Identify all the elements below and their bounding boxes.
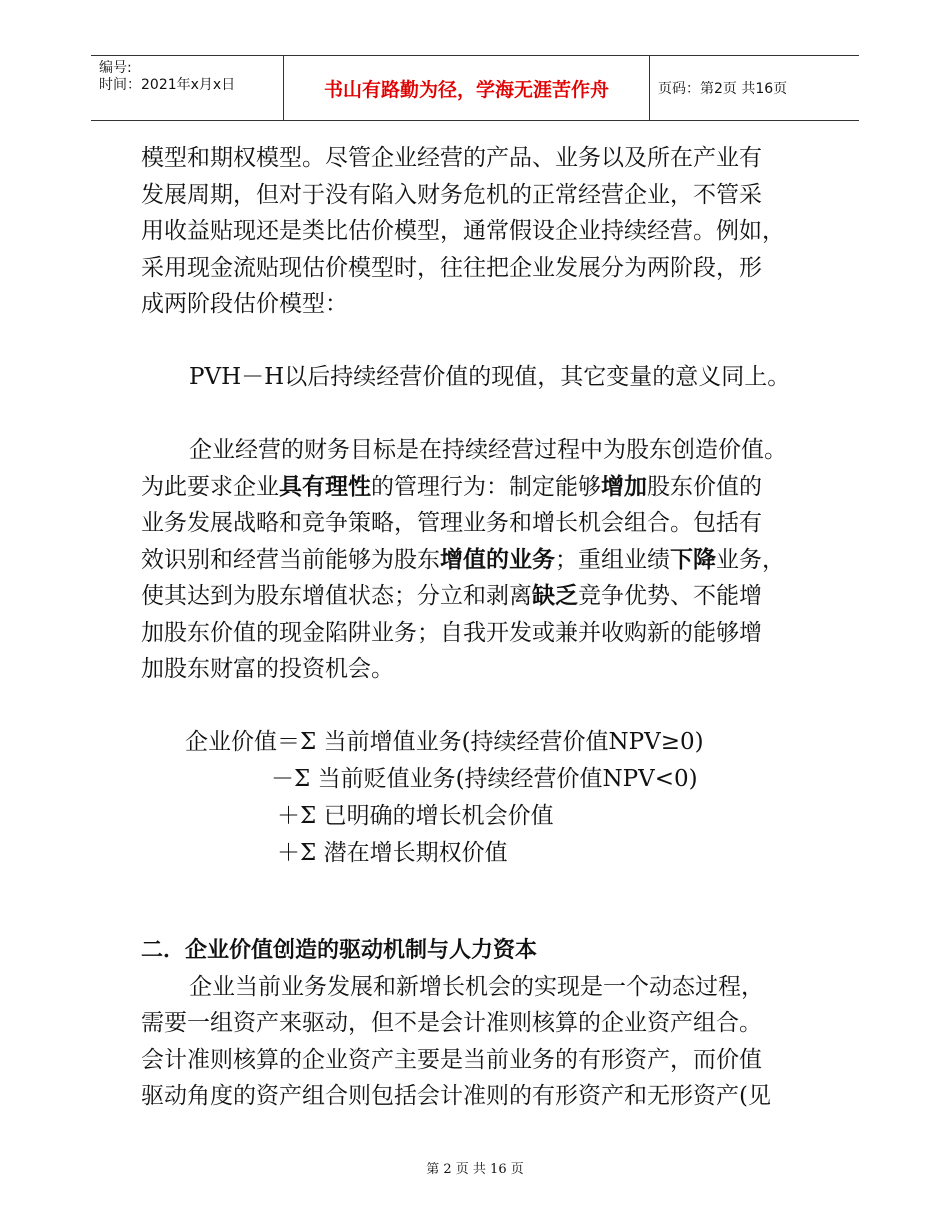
section-heading: 二．企业价值创造的驱动机制与人力资本 bbox=[141, 937, 538, 963]
time-label: 时间：2021年x月x日 bbox=[99, 77, 236, 93]
text-line: 模型和期权模型。尽管企业经营的产品、业务以及所在产业有 bbox=[141, 145, 762, 171]
text-run: 业务， bbox=[716, 546, 785, 573]
text-line: 加股东财富的投资机会。 bbox=[141, 656, 394, 682]
spacer bbox=[141, 688, 831, 725]
footer-page-number: 第 2 页 共 16 页 bbox=[426, 1162, 524, 1177]
text-line: 会计准则核算的企业资产主要是当前业务的有形资产，而价值 bbox=[141, 1046, 762, 1073]
text-run: ；重组业绩 bbox=[555, 546, 670, 573]
header-motto-cell bbox=[283, 56, 650, 120]
formula-line: ＋Σ 潜在增长期权价值 bbox=[277, 840, 508, 866]
bold-run: 增加 bbox=[601, 473, 647, 500]
text-line: PVH－H以后持续经营价值的现值，其它变量的意义同上。 bbox=[189, 364, 791, 390]
document-header bbox=[91, 55, 859, 121]
text-line: 发展周期，但对于没有陷入财务危机的正常经营企业，不管采 bbox=[141, 181, 762, 208]
text-line: 成两阶段估价模型： bbox=[141, 291, 348, 317]
text-line: 驱动角度的资产组合则包括会计准则的有形资产和无形资产(见 bbox=[141, 1083, 771, 1109]
paragraph-financial-goal bbox=[141, 432, 831, 688]
spacer bbox=[141, 872, 831, 909]
text-line bbox=[141, 542, 831, 579]
text-line: 业务发展战略和竞争策略，管理业务和增长机会组合。包括有 bbox=[141, 510, 762, 536]
header-page-cell bbox=[650, 56, 859, 120]
text-line: 企业经营的财务目标是在持续经营过程中为股东创造价值。 bbox=[189, 437, 787, 463]
header-meta-cell bbox=[91, 56, 283, 120]
text-line: 加股东价值的现金陷阱业务；自我开发或兼并收购新的能够增 bbox=[141, 619, 762, 646]
text-line: 用收益贴现还是类比估价模型，通常假设企业持续经营。例如， bbox=[141, 218, 785, 244]
paragraph-pvh-definition bbox=[141, 359, 831, 396]
formula-line: ＋Σ 已明确的增长机会价值 bbox=[277, 803, 554, 829]
page-footer bbox=[0, 1158, 950, 1177]
text-run: 为此要求企业 bbox=[141, 473, 279, 500]
bold-run: 下降 bbox=[670, 546, 716, 573]
bold-run: 具有理性 bbox=[279, 473, 371, 500]
text-line: 需要一组资产来驱动，但不是会计准则核算的企业资产组合。 bbox=[141, 1010, 762, 1036]
text-line: 采用现金流贴现估价模型时，往往把企业发展分为两阶段，形 bbox=[141, 254, 762, 281]
spacer bbox=[141, 396, 831, 433]
number-label: 编号: bbox=[99, 60, 132, 76]
text-run: 竞争优势、不能增 bbox=[578, 583, 762, 609]
text-run: 效识别和经营当前能够为股东 bbox=[141, 546, 440, 573]
spacer bbox=[141, 323, 831, 360]
formula-line: 企业价值＝Σ 当前增值业务(持续经营价值NPV≥0) bbox=[185, 729, 704, 755]
text-line: 企业当前业务发展和新增长机会的实现是一个动态过程， bbox=[189, 973, 764, 1000]
text-run: 股东价值的 bbox=[647, 473, 762, 500]
spacer bbox=[141, 909, 831, 933]
motto-text: 书山有路勤为径，学海无涯苦作舟 bbox=[323, 78, 609, 101]
document-body bbox=[141, 140, 831, 1115]
page-info: 页码：第2页 共16页 bbox=[658, 81, 788, 97]
bold-run: 增值的业务 bbox=[440, 546, 555, 573]
text-run: 使其达到为股东增值状态；分立和剥离 bbox=[141, 583, 532, 609]
paragraph-valuation-models bbox=[141, 140, 831, 323]
enterprise-value-formula bbox=[141, 724, 831, 872]
formula-line: －Σ 当前贬值业务(持续经营价值NPV<0) bbox=[271, 766, 698, 792]
paragraph-value-drivers bbox=[141, 969, 831, 1115]
text-line bbox=[141, 578, 831, 615]
text-line bbox=[141, 469, 831, 506]
bold-run: 缺乏 bbox=[532, 583, 578, 609]
text-run: 的管理行为：制定能够 bbox=[371, 473, 601, 500]
